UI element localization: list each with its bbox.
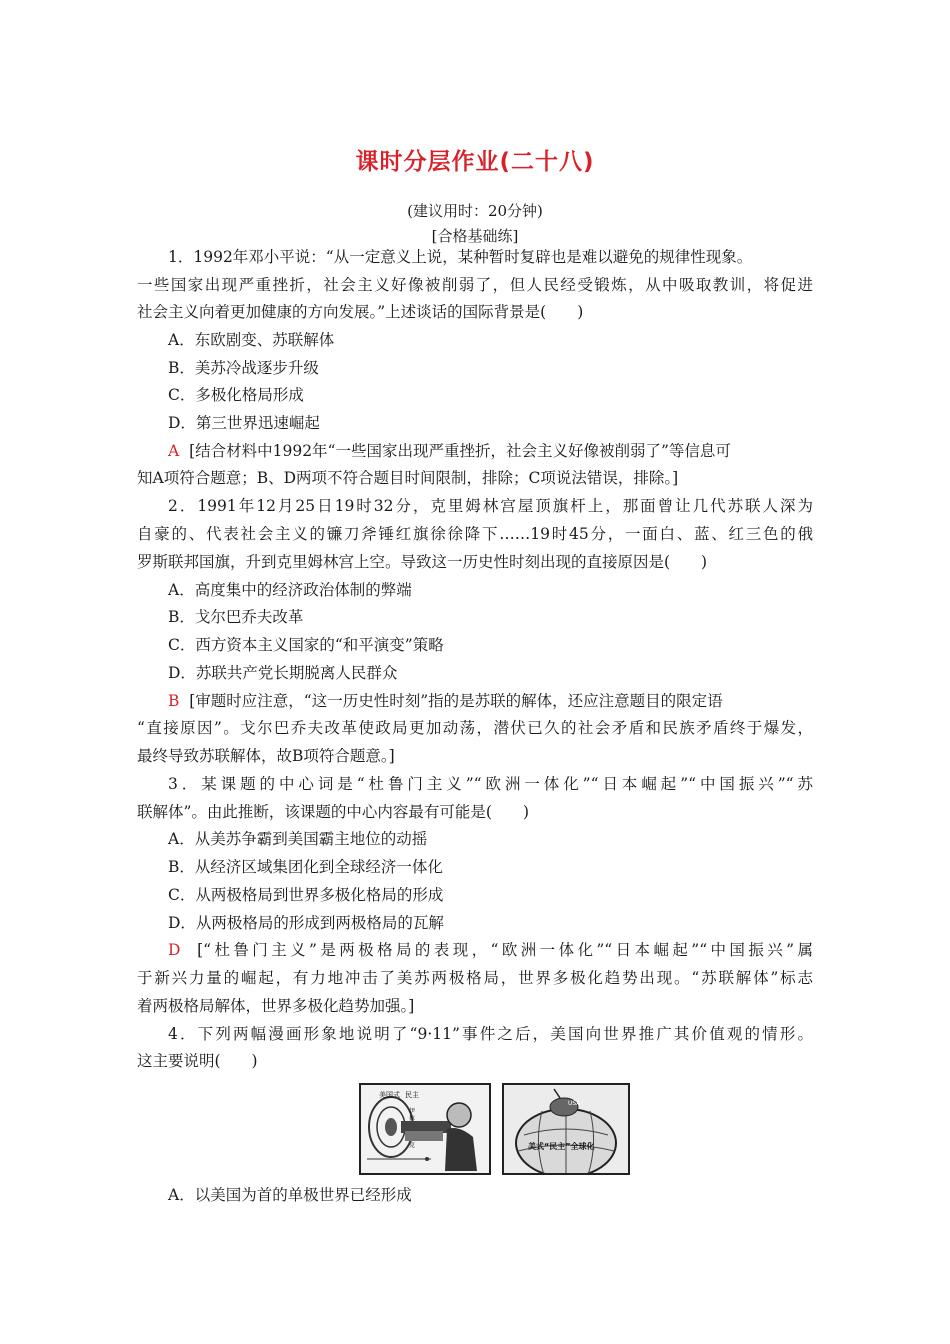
cartoon-2-drawing — [504, 1085, 628, 1173]
cartoon-1-label: 美国式 — [379, 1091, 400, 1099]
q3-option: C．从两极格局到世界多极化格局的形成 — [168, 886, 444, 904]
q3-explanation: 于新兴力量的崛起，有力地冲击了美苏两极格局，世界多极化趋势出现。“苏联解体”标志 — [137, 969, 813, 987]
q1-option: A．东欧剧变、苏联解体 — [168, 331, 335, 349]
q3-option: A．从美苏争霸到美国霸主地位的动摇 — [168, 830, 428, 848]
q1-stem-line: 1．1992年邓小平说：“从一定意义上说，某种暂时复辟也是难以避免的规律性现象。 — [168, 248, 753, 266]
time-note: (建议用时：20分钟) — [407, 202, 543, 220]
cartoon-2-label: 美式“民主”全球化 — [528, 1142, 595, 1151]
q2-explanation: [审题时应注意，“这一历史性时刻”指的是苏联的解体，还应注意题目的限定语 — [189, 692, 723, 710]
q1-option: B．美苏冷战逐步升级 — [168, 359, 319, 377]
q1-option: D．第三世界迅速崛起 — [168, 414, 320, 432]
q2-stem-line: 罗斯联邦国旗，升到克里姆林宫上空。导致这一历史性时刻出现的直接原因是( ) — [137, 553, 708, 571]
cartoon-1-label: 民主 — [405, 1091, 419, 1099]
cartoon-1-label: 伊 — [409, 1108, 416, 1115]
cartoon-1-label: 克 — [409, 1142, 416, 1149]
q3-explanation: 着两极格局解体，世界多极化趋势加强。] — [137, 997, 415, 1015]
cartoon-1-label: 拉 — [409, 1115, 416, 1122]
q3-answer: D — [168, 941, 181, 959]
q4-option: A．以美国为首的单极世界已经形成 — [168, 1186, 412, 1204]
q3-option: B．从经济区域集团化到全球经济一体化 — [168, 858, 443, 876]
q3-option: D．从两极格局的形成到两极格局的瓦解 — [168, 914, 444, 932]
q2-option: D．苏联共产党长期脱离人民群众 — [168, 664, 398, 682]
q1-answer-line — [168, 441, 731, 461]
q2-option: B．戈尔巴乔夫改革 — [168, 608, 304, 626]
q2-stem-line: 自豪的、代表社会主义的镰刀斧锤红旗徐徐降下……19时45分，一面白、蓝、红三色的俄 — [137, 525, 813, 543]
q3-stem-line: 3．某课题的中心词是“杜鲁门主义”“欧洲一体化”“日本崛起”“中国振兴”“苏 — [168, 775, 813, 793]
cartoon-image-2 — [502, 1083, 630, 1175]
q2-option: C．西方资本主义国家的“和平演变”策略 — [168, 636, 444, 654]
q3-stem-line: 联解体”。由此推断，该课题的中心内容最有可能是( ) — [137, 803, 530, 821]
q4-stem-line: 4．下列两幅漫画形象地说明了“9·11”事件之后，美国向世界推广其价值观的情形。 — [168, 1025, 813, 1043]
q2-explanation: 最终导致苏联解体，故B项符合题意。] — [137, 747, 395, 765]
q2-option: A．高度集中的经济政治体制的弊端 — [168, 581, 412, 599]
cartoon-image-1 — [359, 1083, 491, 1175]
q2-answer: B — [168, 692, 180, 710]
page-title: 课时分层作业(二十八) — [355, 149, 595, 175]
q1-stem-line: 一些国家出现严重挫折，社会主义好像被削弱了，但人民经受锻炼，从中吸取教训，将促进 — [137, 276, 813, 294]
cartoon-1-drawing — [361, 1085, 489, 1173]
q1-answer: A — [168, 442, 180, 460]
q1-option: C．多极化格局形成 — [168, 386, 304, 404]
q2-explanation: “直接原因”。戈尔巴乔夫改革使政局更加动荡，潜伏已久的社会矛盾和民族矛盾终于爆发， — [137, 719, 813, 737]
q1-explanation: [结合材料中1992年“一些国家出现严重挫折，社会主义好像被削弱了”等信息可 — [189, 442, 731, 460]
q3-answer-line — [168, 940, 813, 960]
section-label: [合格基础练] — [431, 227, 519, 245]
q3-explanation: [“杜鲁门主义”是两极格局的表现，“欧洲一体化”“日本崛起”“中国振兴”属 — [197, 941, 813, 959]
q4-stem-line: 这主要说明( ) — [137, 1052, 258, 1070]
q1-explanation: 知A项符合题意；B、D两项不符合题目时间限制，排除；C项说法错误，排除。] — [137, 469, 679, 487]
q2-answer-line — [168, 691, 723, 711]
q1-stem-line: 社会主义向着更加健康的方向发展。”上述谈话的国际背景是( ) — [137, 303, 584, 321]
q2-stem-line: 2．1991年12月25日19时32分，克里姆林宫屋顶旗杆上，那面曾让几代苏联人深为 — [168, 497, 813, 515]
cartoon-2-label: USA — [568, 1100, 581, 1107]
